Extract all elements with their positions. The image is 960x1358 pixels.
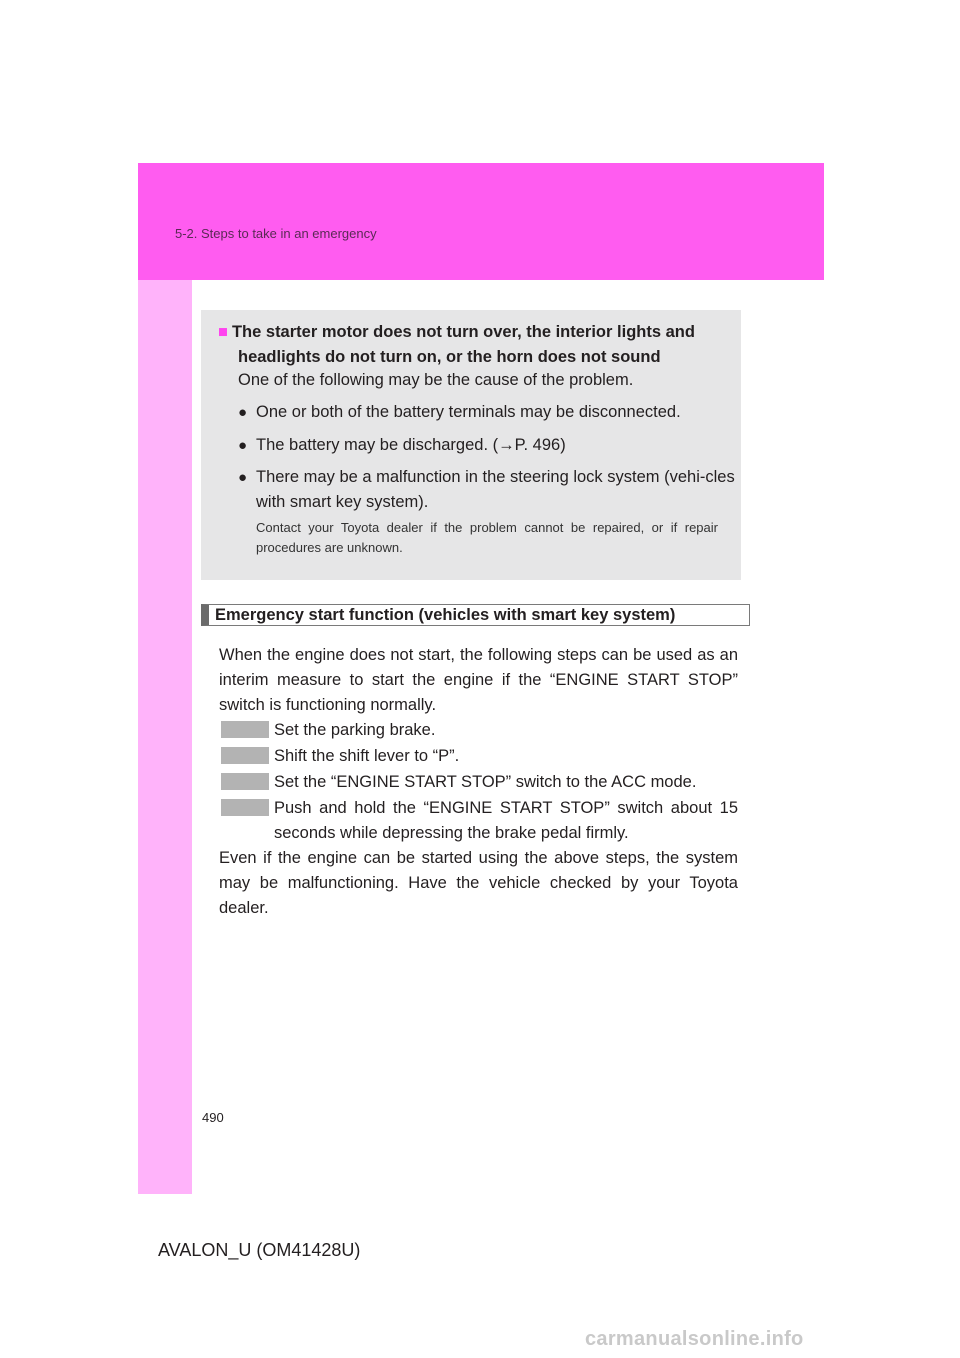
- section-intro: When the engine does not start, the following steps can be used as an interim measure to start the engine if the “ENGINE START STOP” switch is functioning normally.: [219, 646, 738, 714]
- step-number-icon: [221, 747, 269, 764]
- info-box-heading: [218, 320, 728, 370]
- section-heading: Emergency start function (vehicles with smart key system): [201, 604, 750, 626]
- list-item: ● One or both of the battery terminals may be disconnected.: [238, 400, 738, 425]
- side-tab: [138, 280, 192, 1194]
- step-number-icon: [221, 721, 269, 738]
- bullet-icon: ●: [238, 404, 248, 421]
- step-item: Push and hold the “ENGINE START STOP” switch about 15 seconds while depressing the brake pedal firmly.: [221, 796, 738, 846]
- step-number-icon: [221, 773, 269, 790]
- step-item: Set the “ENGINE START STOP” switch to the ACC mode.: [221, 770, 738, 795]
- watermark: carmanualsonline.info: [585, 1328, 804, 1350]
- bullet-icon: ●: [238, 437, 248, 454]
- info-box-heading-line1: The starter motor does not turn over, the interior lights and: [231, 323, 695, 341]
- list-item: ● There may be a malfunction in the steering lock system (vehi-cles with smart key system).: [238, 465, 738, 515]
- page-number: 490: [202, 1110, 224, 1125]
- square-bullet-icon: ■: [218, 323, 228, 341]
- list-item: ● The battery may be discharged. (→P. 496): [238, 433, 738, 458]
- info-box-intro: One of the following may be the cause of the problem.: [238, 371, 634, 389]
- bullet-icon: ●: [238, 469, 248, 486]
- header-band: [138, 163, 824, 280]
- step-number-icon: [221, 799, 269, 816]
- section-closing: Even if the engine can be started using the above steps, the system may be malfunctioning. Have the vehicle checked by your Toyota dealer.: [219, 849, 738, 917]
- info-box-heading-line2: headlights do not turn on, or the horn does not sound: [238, 348, 661, 366]
- info-box-note: Contact your Toyota dealer if the problem cannot be repaired, or if repair procedures are unknown.: [256, 520, 718, 555]
- section-breadcrumb: 5-2. Steps to take in an emergency: [175, 226, 377, 241]
- step-item: Set the parking brake.: [221, 718, 738, 743]
- footer-code: AVALON_U (OM41428U): [158, 1240, 361, 1260]
- step-item: Shift the shift lever to “P”.: [221, 744, 738, 769]
